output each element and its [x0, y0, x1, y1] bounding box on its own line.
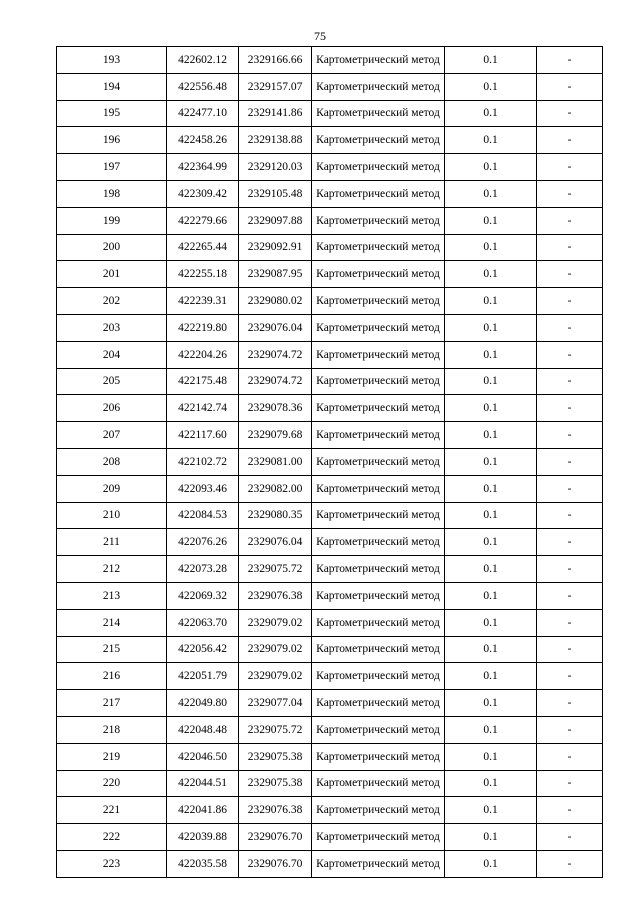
note-cell: - — [537, 716, 603, 743]
method-cell: Картометрический метод — [312, 850, 445, 877]
y-coordinate-cell: 2329080.35 — [239, 502, 312, 529]
point-number-cell: 207 — [57, 422, 167, 449]
note-cell: - — [537, 797, 603, 824]
x-coordinate-cell: 422093.46 — [167, 475, 239, 502]
note-cell: - — [537, 261, 603, 288]
accuracy-cell: 0.1 — [445, 475, 537, 502]
x-coordinate-cell: 422265.44 — [167, 234, 239, 261]
point-number-cell: 208 — [57, 448, 167, 475]
table-row — [57, 743, 603, 770]
note-cell: - — [537, 73, 603, 100]
point-number-cell: 223 — [57, 850, 167, 877]
method-cell: Картометрический метод — [312, 154, 445, 181]
accuracy-cell: 0.1 — [445, 716, 537, 743]
point-number-cell: 214 — [57, 609, 167, 636]
method-cell: Картометрический метод — [312, 529, 445, 556]
x-coordinate-cell: 422204.26 — [167, 341, 239, 368]
point-number-cell: 215 — [57, 636, 167, 663]
table-row — [57, 207, 603, 234]
accuracy-cell: 0.1 — [445, 180, 537, 207]
accuracy-cell: 0.1 — [445, 288, 537, 315]
x-coordinate-cell: 422458.26 — [167, 127, 239, 154]
x-coordinate-cell: 422602.12 — [167, 47, 239, 74]
note-cell: - — [537, 422, 603, 449]
table-row — [57, 609, 603, 636]
table-row — [57, 636, 603, 663]
y-coordinate-cell: 2329097.88 — [239, 207, 312, 234]
y-coordinate-cell: 2329077.04 — [239, 690, 312, 717]
y-coordinate-cell: 2329120.03 — [239, 154, 312, 181]
note-cell: - — [537, 824, 603, 851]
x-coordinate-cell: 422069.32 — [167, 582, 239, 609]
method-cell: Картометрический метод — [312, 743, 445, 770]
note-cell: - — [537, 743, 603, 770]
note-cell: - — [537, 368, 603, 395]
method-cell: Картометрический метод — [312, 180, 445, 207]
accuracy-cell: 0.1 — [445, 154, 537, 181]
x-coordinate-cell: 422117.60 — [167, 422, 239, 449]
note-cell: - — [537, 582, 603, 609]
method-cell: Картометрический метод — [312, 797, 445, 824]
table-row — [57, 690, 603, 717]
table-row — [57, 663, 603, 690]
accuracy-cell: 0.1 — [445, 422, 537, 449]
accuracy-cell: 0.1 — [445, 743, 537, 770]
note-cell: - — [537, 100, 603, 127]
point-number-cell: 201 — [57, 261, 167, 288]
method-cell: Картометрический метод — [312, 368, 445, 395]
method-cell: Картометрический метод — [312, 395, 445, 422]
method-cell: Картометрический метод — [312, 100, 445, 127]
point-number-cell: 219 — [57, 743, 167, 770]
x-coordinate-cell: 422255.18 — [167, 261, 239, 288]
table-row — [57, 73, 603, 100]
y-coordinate-cell: 2329076.04 — [239, 529, 312, 556]
point-number-cell: 218 — [57, 716, 167, 743]
y-coordinate-cell: 2329076.04 — [239, 314, 312, 341]
point-number-cell: 216 — [57, 663, 167, 690]
accuracy-cell: 0.1 — [445, 636, 537, 663]
accuracy-cell: 0.1 — [445, 207, 537, 234]
table-row — [57, 422, 603, 449]
x-coordinate-cell: 422142.74 — [167, 395, 239, 422]
table-row — [57, 529, 603, 556]
accuracy-cell: 0.1 — [445, 127, 537, 154]
table-row — [57, 154, 603, 181]
x-coordinate-cell: 422035.58 — [167, 850, 239, 877]
point-number-cell: 220 — [57, 770, 167, 797]
method-cell: Картометрический метод — [312, 73, 445, 100]
note-cell: - — [537, 341, 603, 368]
y-coordinate-cell: 2329078.36 — [239, 395, 312, 422]
point-number-cell: 206 — [57, 395, 167, 422]
accuracy-cell: 0.1 — [445, 73, 537, 100]
table-row — [57, 288, 603, 315]
page-number: 75 — [314, 29, 326, 43]
method-cell: Картометрический метод — [312, 663, 445, 690]
x-coordinate-cell: 422048.48 — [167, 716, 239, 743]
table-row — [57, 502, 603, 529]
table-row — [57, 556, 603, 583]
method-cell: Картометрический метод — [312, 556, 445, 583]
table-row — [57, 261, 603, 288]
y-coordinate-cell: 2329157.07 — [239, 73, 312, 100]
method-cell: Картометрический метод — [312, 582, 445, 609]
accuracy-cell: 0.1 — [445, 663, 537, 690]
accuracy-cell: 0.1 — [445, 582, 537, 609]
method-cell: Картометрический метод — [312, 502, 445, 529]
table-row — [57, 448, 603, 475]
x-coordinate-cell: 422046.50 — [167, 743, 239, 770]
x-coordinate-cell: 422049.80 — [167, 690, 239, 717]
y-coordinate-cell: 2329087.95 — [239, 261, 312, 288]
accuracy-cell: 0.1 — [445, 502, 537, 529]
y-coordinate-cell: 2329079.02 — [239, 663, 312, 690]
method-cell: Картометрический метод — [312, 448, 445, 475]
y-coordinate-cell: 2329138.88 — [239, 127, 312, 154]
note-cell: - — [537, 127, 603, 154]
accuracy-cell: 0.1 — [445, 395, 537, 422]
x-coordinate-cell: 422102.72 — [167, 448, 239, 475]
method-cell: Картометрический метод — [312, 475, 445, 502]
y-coordinate-cell: 2329075.72 — [239, 556, 312, 583]
method-cell: Картометрический метод — [312, 47, 445, 74]
table-row — [57, 234, 603, 261]
x-coordinate-cell: 422239.31 — [167, 288, 239, 315]
note-cell: - — [537, 288, 603, 315]
note-cell: - — [537, 47, 603, 74]
point-number-cell: 204 — [57, 341, 167, 368]
method-cell: Картометрический метод — [312, 234, 445, 261]
note-cell: - — [537, 529, 603, 556]
point-number-cell: 217 — [57, 690, 167, 717]
accuracy-cell: 0.1 — [445, 341, 537, 368]
x-coordinate-cell: 422039.88 — [167, 824, 239, 851]
method-cell: Картометрический метод — [312, 207, 445, 234]
accuracy-cell: 0.1 — [445, 797, 537, 824]
table-row — [57, 368, 603, 395]
table-row — [57, 824, 603, 851]
method-cell: Картометрический метод — [312, 261, 445, 288]
x-coordinate-cell: 422044.51 — [167, 770, 239, 797]
x-coordinate-cell: 422076.26 — [167, 529, 239, 556]
x-coordinate-cell: 422219.80 — [167, 314, 239, 341]
method-cell: Картометрический метод — [312, 422, 445, 449]
y-coordinate-cell: 2329081.00 — [239, 448, 312, 475]
method-cell: Картометрический метод — [312, 690, 445, 717]
x-coordinate-cell: 422041.86 — [167, 797, 239, 824]
x-coordinate-cell: 422175.48 — [167, 368, 239, 395]
y-coordinate-cell: 2329076.38 — [239, 582, 312, 609]
method-cell: Картометрический метод — [312, 288, 445, 315]
accuracy-cell: 0.1 — [445, 824, 537, 851]
coordinates-table-body — [57, 47, 603, 878]
y-coordinate-cell: 2329076.70 — [239, 850, 312, 877]
x-coordinate-cell: 422279.66 — [167, 207, 239, 234]
point-number-cell: 212 — [57, 556, 167, 583]
method-cell: Картометрический метод — [312, 716, 445, 743]
method-cell: Картометрический метод — [312, 824, 445, 851]
y-coordinate-cell: 2329166.66 — [239, 47, 312, 74]
accuracy-cell: 0.1 — [445, 234, 537, 261]
table-row — [57, 180, 603, 207]
point-number-cell: 209 — [57, 475, 167, 502]
accuracy-cell: 0.1 — [445, 529, 537, 556]
y-coordinate-cell: 2329105.48 — [239, 180, 312, 207]
point-number-cell: 213 — [57, 582, 167, 609]
table-row — [57, 47, 603, 74]
y-coordinate-cell: 2329075.38 — [239, 770, 312, 797]
table-row — [57, 582, 603, 609]
method-cell: Картометрический метод — [312, 636, 445, 663]
y-coordinate-cell: 2329079.68 — [239, 422, 312, 449]
table-row — [57, 797, 603, 824]
x-coordinate-cell: 422056.42 — [167, 636, 239, 663]
note-cell: - — [537, 770, 603, 797]
y-coordinate-cell: 2329075.72 — [239, 716, 312, 743]
point-number-cell: 211 — [57, 529, 167, 556]
point-number-cell: 222 — [57, 824, 167, 851]
accuracy-cell: 0.1 — [445, 850, 537, 877]
point-number-cell: 193 — [57, 47, 167, 74]
accuracy-cell: 0.1 — [445, 314, 537, 341]
x-coordinate-cell: 422063.70 — [167, 609, 239, 636]
method-cell: Картометрический метод — [312, 770, 445, 797]
table-row — [57, 770, 603, 797]
table-row — [57, 341, 603, 368]
note-cell: - — [537, 395, 603, 422]
y-coordinate-cell: 2329141.86 — [239, 100, 312, 127]
point-number-cell: 197 — [57, 154, 167, 181]
accuracy-cell: 0.1 — [445, 770, 537, 797]
x-coordinate-cell: 422073.28 — [167, 556, 239, 583]
note-cell: - — [537, 180, 603, 207]
x-coordinate-cell: 422364.99 — [167, 154, 239, 181]
point-number-cell: 194 — [57, 73, 167, 100]
accuracy-cell: 0.1 — [445, 100, 537, 127]
point-number-cell: 202 — [57, 288, 167, 315]
x-coordinate-cell: 422477.10 — [167, 100, 239, 127]
y-coordinate-cell: 2329092.91 — [239, 234, 312, 261]
y-coordinate-cell: 2329076.70 — [239, 824, 312, 851]
note-cell: - — [537, 475, 603, 502]
note-cell: - — [537, 207, 603, 234]
note-cell: - — [537, 502, 603, 529]
note-cell: - — [537, 609, 603, 636]
table-row — [57, 100, 603, 127]
note-cell: - — [537, 690, 603, 717]
method-cell: Картометрический метод — [312, 314, 445, 341]
accuracy-cell: 0.1 — [445, 368, 537, 395]
accuracy-cell: 0.1 — [445, 690, 537, 717]
table-row — [57, 395, 603, 422]
method-cell: Картометрический метод — [312, 341, 445, 368]
note-cell: - — [537, 314, 603, 341]
y-coordinate-cell: 2329074.72 — [239, 341, 312, 368]
accuracy-cell: 0.1 — [445, 448, 537, 475]
y-coordinate-cell: 2329075.38 — [239, 743, 312, 770]
y-coordinate-cell: 2329076.38 — [239, 797, 312, 824]
note-cell: - — [537, 636, 603, 663]
accuracy-cell: 0.1 — [445, 261, 537, 288]
note-cell: - — [537, 556, 603, 583]
point-number-cell: 221 — [57, 797, 167, 824]
point-number-cell: 198 — [57, 180, 167, 207]
point-number-cell: 205 — [57, 368, 167, 395]
x-coordinate-cell: 422309.42 — [167, 180, 239, 207]
y-coordinate-cell: 2329074.72 — [239, 368, 312, 395]
y-coordinate-cell: 2329082.00 — [239, 475, 312, 502]
y-coordinate-cell: 2329079.02 — [239, 609, 312, 636]
x-coordinate-cell: 422556.48 — [167, 73, 239, 100]
note-cell: - — [537, 850, 603, 877]
table-row — [57, 475, 603, 502]
point-number-cell: 196 — [57, 127, 167, 154]
point-number-cell: 210 — [57, 502, 167, 529]
y-coordinate-cell: 2329079.02 — [239, 636, 312, 663]
coordinates-table — [56, 46, 603, 878]
accuracy-cell: 0.1 — [445, 556, 537, 583]
table-row — [57, 850, 603, 877]
x-coordinate-cell: 422051.79 — [167, 663, 239, 690]
accuracy-cell: 0.1 — [445, 609, 537, 636]
point-number-cell: 199 — [57, 207, 167, 234]
y-coordinate-cell: 2329080.02 — [239, 288, 312, 315]
table-row — [57, 127, 603, 154]
point-number-cell: 200 — [57, 234, 167, 261]
table-row — [57, 716, 603, 743]
note-cell: - — [537, 448, 603, 475]
x-coordinate-cell: 422084.53 — [167, 502, 239, 529]
note-cell: - — [537, 154, 603, 181]
point-number-cell: 203 — [57, 314, 167, 341]
note-cell: - — [537, 234, 603, 261]
method-cell: Картометрический метод — [312, 609, 445, 636]
note-cell: - — [537, 663, 603, 690]
point-number-cell: 195 — [57, 100, 167, 127]
accuracy-cell: 0.1 — [445, 47, 537, 74]
table-row — [57, 314, 603, 341]
method-cell: Картометрический метод — [312, 127, 445, 154]
